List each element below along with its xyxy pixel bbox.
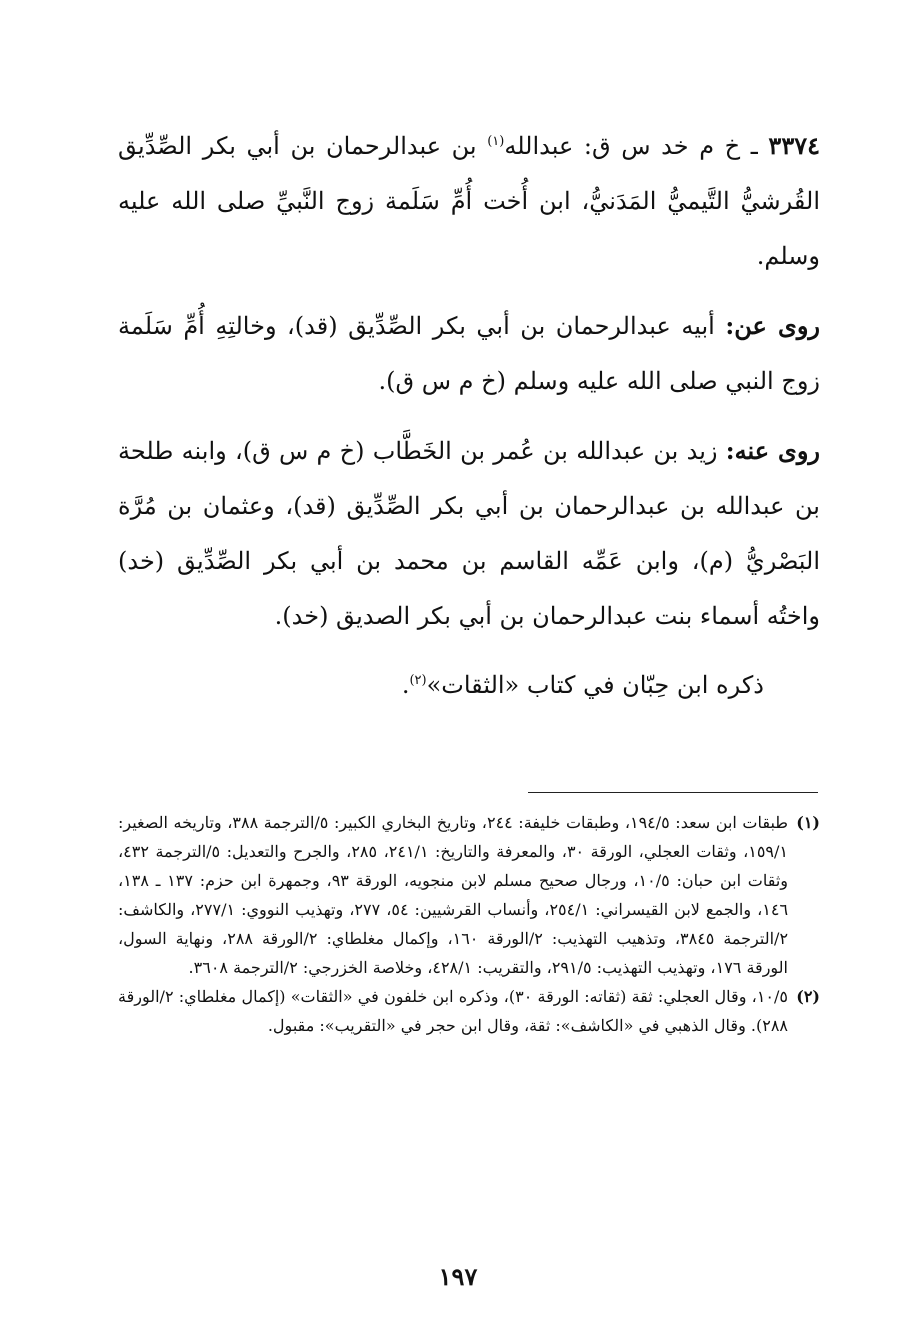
footnote <box>118 982 820 1040</box>
narrated-by-label: روى عنه: <box>725 436 821 465</box>
main-text <box>118 118 820 713</box>
page-number: ١٩٧ <box>438 1262 478 1291</box>
entry-heading-paragraph <box>118 118 820 284</box>
footnote-ref-2: (٢) <box>409 673 427 688</box>
footnote-marker: (١) <box>796 813 820 832</box>
footnote-text: طبقات ابن سعد: ١٩٤/٥، وطبقات خليفة: ٢٤٤، وتاريخ البخاري الكبير: ٥/الترجمة ٣٨٨، وتاريخه الصغير: ١٥٩/١، وثقات العجلي، الورقة ٣٠، والمعرفة والتاريخ: ٢٤١/١، ٢٨٥، والجرح والتعديل: ٥/الترجمة ٤٣٢، وثقات ابن حبان: ١٠/٥، ورجال صحيح مسلم لابن منجويه، الورقة ٩٣، وجمهرة ابن حزم: ١٣٧ ـ ١٣٨، ١٤٦، والجمع لابن القيسراني: ٢٥٤/١، وأنساب القرشيين: ٥٤، ٢٧٧، وتهذيب النووي: ٢٧٧/١، والكاشف: ٢/الترجمة ٣٨٤٥، وتذهيب التهذيب: ٢/الورقة ١٦٠، وإكمال مغلطاي: ٢/الورقة ٢٨٨، ونهاية السول، الورقة ١٧٦، وتهذيب التهذيب: ٢٩١/٥، والتقريب: ٤٢٨/١، وخلاصة الخزرجي: ٢/الترجمة ٣٦٠٨. <box>118 813 789 977</box>
mention-text: ذكره ابن حِبّان في كتاب «الثقات» <box>426 671 764 699</box>
entry-heading-rest: بن عبدالرحمان بن أبي بكر الصِّدِّيق القُرشيُّ التَّيميُّ المَدَنيُّ، ابن أُخت أُمِّ سَلَمة زوج النَّبيِّ صلى الله عليه وسلم. <box>118 132 820 270</box>
footnote-text: ١٠/٥، وقال العجلي: ثقة (ثقاته: الورقة ٣٠)، وذكره ابن خلفون في «الثقات» (إكمال مغلطاي: ٢/الورقة ٢٨٨). وقال الذهبي في «الكاشف»: ثقة، وقال ابن حجر في «التقريب»: مقبول. <box>118 987 788 1035</box>
mention-end: . <box>401 671 410 699</box>
footnote-ref-1: (١) <box>487 134 505 149</box>
footnote-marker: (٢) <box>796 987 820 1006</box>
footnote <box>118 808 820 982</box>
entry-heading: ـ خ م خد س ق: عبدالله <box>504 132 769 160</box>
narrated-by-text: زيد بن عبدالله بن عُمر بن الخَطَّاب (خ م س ق)، وابنه طلحة بن عبدالله بن عبدالرحمان بن أبي بكر الصِّدِّيق (قد)، وعثمان بن مُرَّة البَصْريُّ (م)، وابن عَمِّه القاسم بن محمد بن أبي بكر الصِّدِّيق (خد) واختُه أسماء بنت عبدالرحمان بن أبي بكر الصديق (خد). <box>118 437 820 630</box>
narrated-by-paragraph <box>118 423 820 644</box>
narrated-from-label: روى عن: <box>725 311 820 340</box>
narrated-from-paragraph <box>118 298 820 409</box>
footnote-separator <box>528 792 818 793</box>
footnotes <box>118 808 820 1040</box>
narrated-from-text: أبيه عبدالرحمان بن أبي بكر الصِّدِّيق (قد)، وخالتِهِ أُمِّ سَلَمة زوج النبي صلى الله عليه وسلم (خ م س ق). <box>118 312 820 395</box>
mention-paragraph <box>118 658 820 713</box>
entry-number: ٣٣٧٤ <box>768 131 820 160</box>
